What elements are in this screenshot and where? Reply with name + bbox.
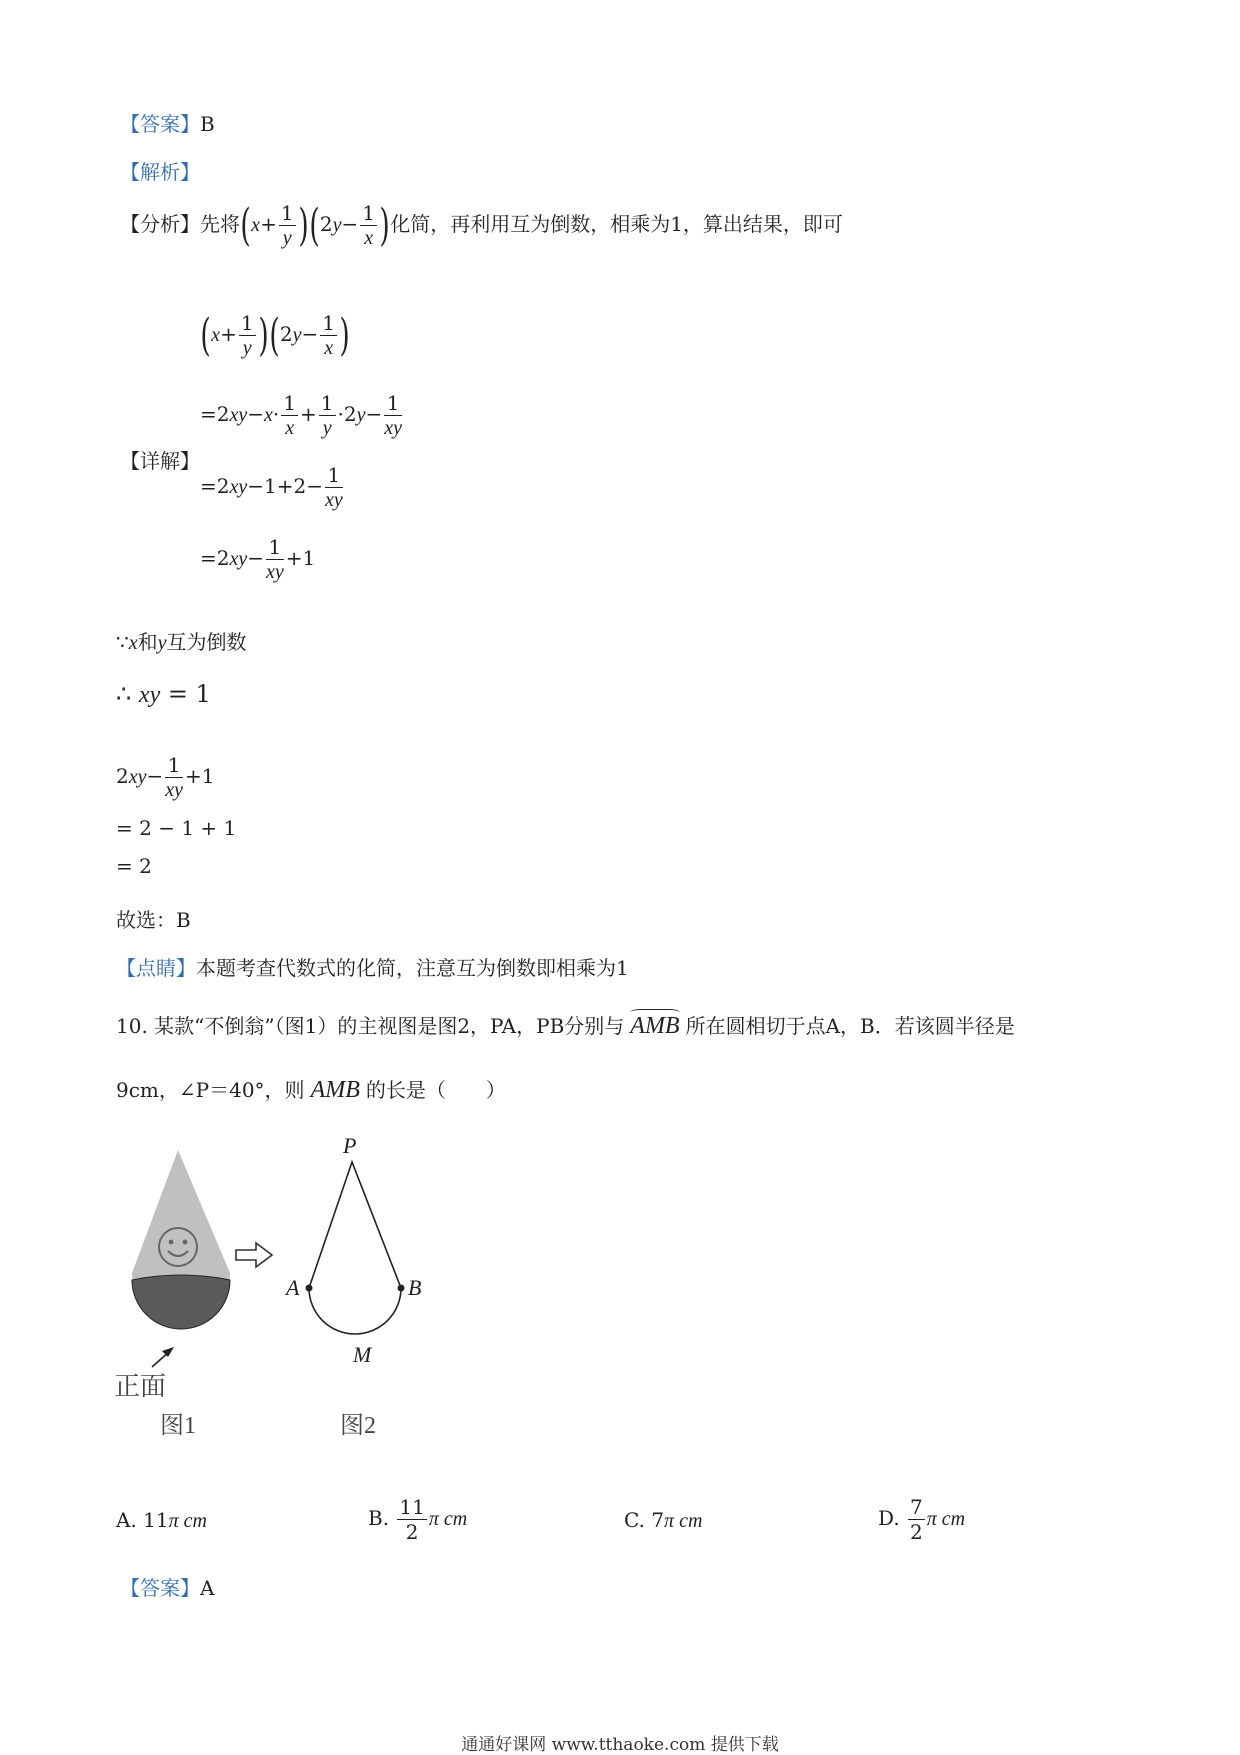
- choose-line: 故选：B: [116, 908, 191, 932]
- xiangjie-tag: 【详解】: [120, 449, 200, 473]
- tumbler-base: [132, 1275, 230, 1329]
- fig2-label: 图2: [340, 1413, 376, 1439]
- q10-line-2: 9cm，∠P＝40°，则 AMB 的长是（ ）: [116, 1077, 506, 1103]
- point-b: [398, 1285, 405, 1292]
- answer-value: B: [200, 112, 215, 136]
- fenxi-pre: 先将: [200, 212, 240, 236]
- q10-line-1: 10. 某款“不倒翁”（图1）的主视图是图2，PA，PB分别与 AMB 所在圆相切于点A，B．若该圆半径是: [116, 1010, 1015, 1040]
- step-3: =2xy− $\frac{1}{xy}$ +1: [200, 535, 316, 583]
- option-b: B. $\frac{11}{2}$ π cm: [368, 1495, 468, 1544]
- point-a: [306, 1285, 313, 1292]
- fenxi-line: 【分析】先将(x+ $\frac{1}{y}$ )(2y− $\frac{1}{x}$ )化简，再利用互为倒数，相乘为1，算出结果，即可: [120, 199, 843, 251]
- analysis-tag: 【解析】: [120, 160, 200, 184]
- step-2: =2xy−1+2− $\frac{1}{xy}$: [200, 463, 343, 511]
- tangent-shape: [309, 1162, 401, 1334]
- answer-tag: 【答案】: [120, 112, 200, 136]
- footer: 通通好课网 www.tthaoke.com 提供下载: [461, 1735, 779, 1755]
- answer-line-2: 【答案】A: [120, 1576, 215, 1600]
- calc-1: 2xy− $\frac{1}{xy}$ +1: [116, 753, 215, 801]
- step-0: (x+ $\frac{1}{y}$ )(2y− $\frac{1}{x}$ ): [200, 309, 350, 361]
- option-a: A. 11π cm: [116, 1508, 207, 1532]
- answer-line: [120, 108, 215, 137]
- fenxi-post: 化简，再利用互为倒数，相乘为1，算出结果，即可: [390, 212, 843, 236]
- label-p: P: [343, 1133, 357, 1158]
- therefore-line: ∴ xy = 1: [116, 680, 211, 708]
- because-line: ∵x和y互为倒数: [116, 630, 247, 654]
- label-b: B: [408, 1275, 422, 1300]
- option-c: C. 7π cm: [624, 1508, 703, 1532]
- fig1-label: 图1: [160, 1413, 196, 1439]
- figure-group: [100, 1125, 460, 1445]
- right-arrow-icon: [236, 1243, 272, 1267]
- step-1: =2xy−x· $\frac{1}{x}$ + $\frac{1}{y}$ ·2y− $\frac{1}{xy}$: [200, 391, 403, 439]
- calc-3: = 2: [116, 854, 152, 878]
- label-m: M: [353, 1342, 372, 1367]
- tumbler-figure: [114, 1150, 230, 1439]
- dianjing-line: 【点睛】本题考查代数式的化简，注意互为倒数即相乘为1: [116, 956, 629, 980]
- front-label: 正面: [114, 1372, 167, 1401]
- option-d: D. $\frac{7}{2}$ π cm: [878, 1495, 966, 1544]
- label-a: A: [286, 1275, 300, 1300]
- geometry-figure: [284, 1133, 421, 1439]
- fenxi-tag: 【分析】: [120, 212, 200, 236]
- calc-2: = 2 − 1 + 1: [116, 816, 237, 840]
